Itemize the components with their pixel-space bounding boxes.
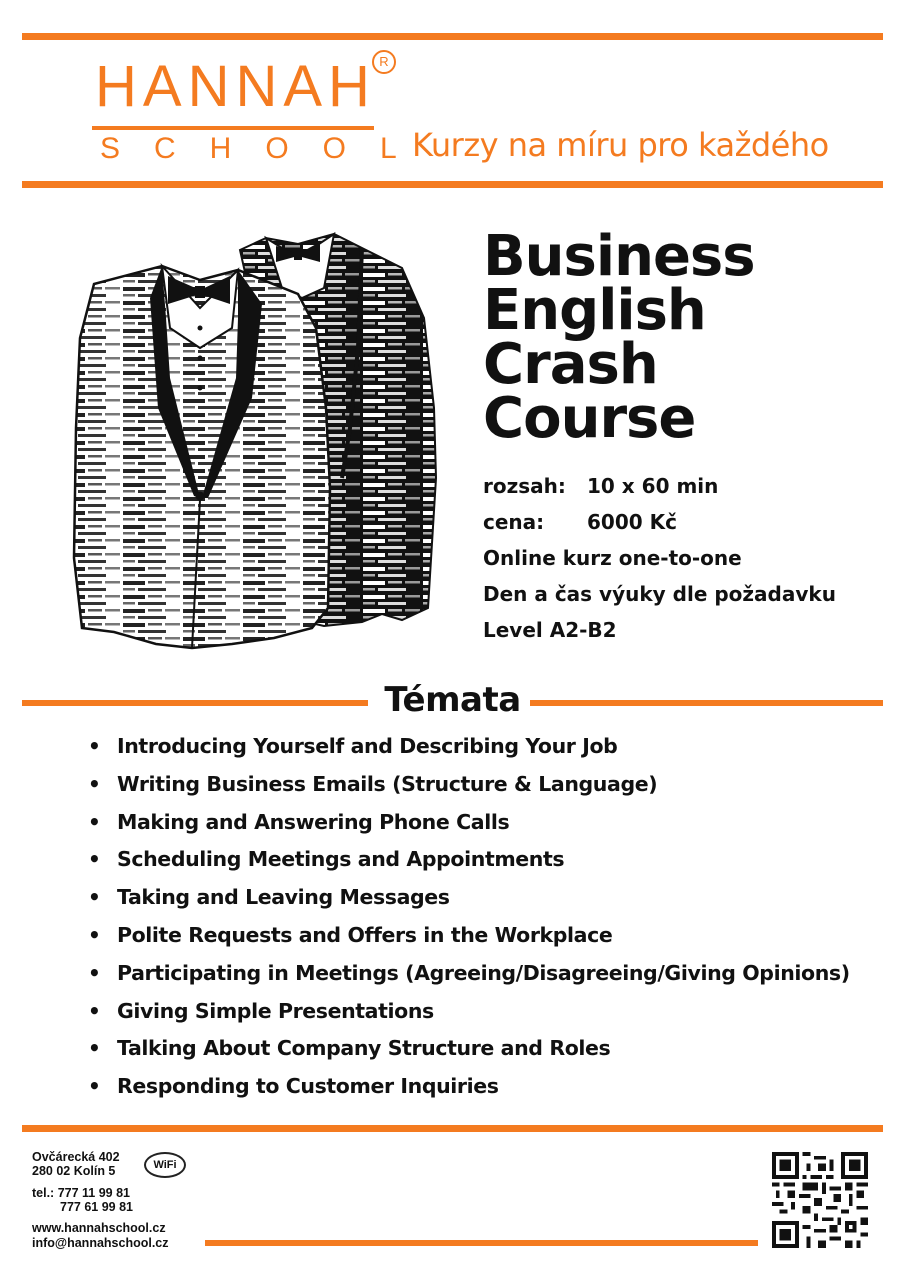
rozsah-row: [483, 468, 893, 504]
wifi-icon: WiFi: [144, 1152, 186, 1178]
address-line1: Ovčárecká 402: [32, 1150, 120, 1164]
list-item: • Scheduling Meetings and Appointments: [88, 841, 888, 879]
course-title-line: Crash: [483, 332, 658, 397]
footer-divider: [22, 1125, 883, 1132]
list-item: • Introducing Yourself and Describing Your Job: [88, 728, 888, 766]
logo-school: SCHOOL: [100, 132, 431, 165]
tagline: Kurzy na míru pro každého: [412, 126, 829, 164]
rozsah-value: 10 x 60 min: [587, 474, 719, 498]
list-item: • Taking and Leaving Messages: [88, 879, 888, 917]
list-item: • Polite Requests and Offers in the Workplace: [88, 917, 888, 955]
top-divider: [22, 33, 883, 40]
topics-list: [88, 728, 888, 1106]
course-title-line: Business: [483, 224, 755, 289]
course-title-line: English: [483, 278, 706, 343]
cena-value: 6000 Kč: [587, 510, 677, 534]
level-line: Level A2-B2: [483, 618, 617, 642]
rozsah-label: rozsah:: [483, 474, 566, 498]
online-line: Online kurz one-to-one: [483, 546, 742, 570]
cena-label: cena:: [483, 510, 545, 534]
qr-code-icon[interactable]: [772, 1152, 868, 1248]
list-item: • Giving Simple Presentations: [88, 993, 888, 1031]
logo-underline: [92, 126, 374, 130]
address-line2: 280 02 Kolín 5: [32, 1164, 116, 1178]
list-item: • Talking About Company Structure and Roles: [88, 1030, 888, 1068]
phone-line1: tel.: 777 11 99 81: [32, 1186, 130, 1200]
white-jacket: [74, 266, 330, 648]
phone-line2: 777 61 99 81: [60, 1200, 133, 1214]
course-title: [483, 224, 883, 451]
list-item: • Responding to Customer Inquiries: [88, 1068, 888, 1106]
logo-hannah: HANNAH: [95, 54, 376, 119]
list-item: • Making and Answering Phone Calls: [88, 804, 888, 842]
cena-row: [483, 504, 893, 540]
topics-heading: Témata: [384, 680, 521, 720]
registered-mark: R: [372, 50, 396, 74]
course-info: [483, 468, 893, 648]
bottom-divider: [205, 1240, 758, 1246]
website-link[interactable]: www.hannahschool.cz: [32, 1221, 166, 1235]
email-link[interactable]: info@hannahschool.cz: [32, 1236, 169, 1250]
tuxedo-jackets-icon: [62, 228, 440, 660]
schedule-line: Den a čas výuky dle požadavku: [483, 582, 836, 606]
course-title-line: Course: [483, 386, 696, 451]
list-item: • Writing Business Emails (Structure & Language): [88, 766, 888, 804]
header-divider: [22, 181, 883, 188]
list-item: • Participating in Meetings (Agreeing/Disagreeing/Giving Opinions): [88, 955, 888, 993]
